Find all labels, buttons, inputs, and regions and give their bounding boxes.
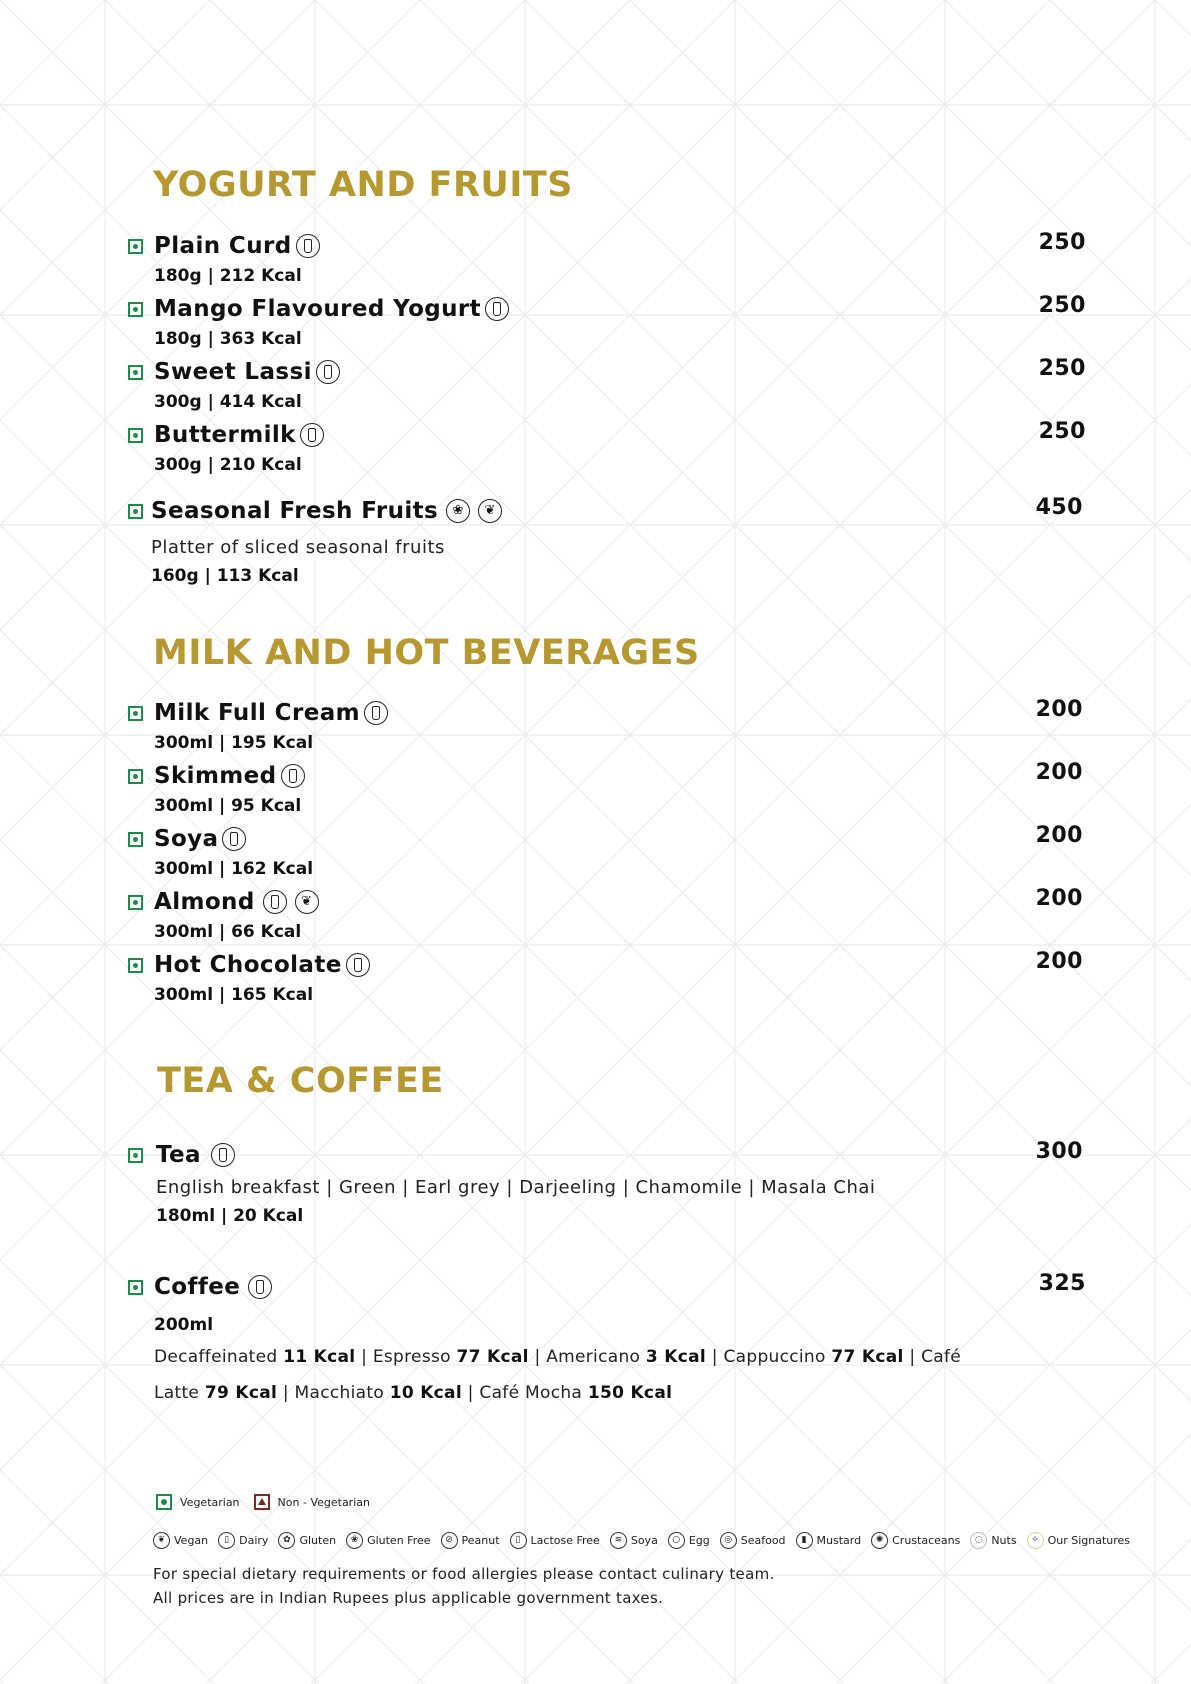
signature-icon: ✧ <box>1027 1532 1044 1549</box>
item-price: 200 <box>1035 760 1083 785</box>
coffee-variants-line-1: Decaffeinated 11 Kcal | Espresso 77 Kcal | Americano 3 Kcal | Cappuccino 77 Kcal | Café <box>154 1347 962 1367</box>
item-detail: 180ml | 20 Kcal <box>156 1206 304 1226</box>
gluten-free-icon: ❀ <box>346 1532 363 1549</box>
item-name: Soya <box>154 826 219 852</box>
lactose-free-icon: ▯ <box>510 1532 527 1549</box>
item-detail: 160g | 113 Kcal <box>151 566 299 586</box>
gluten-free-icon <box>446 499 470 523</box>
legend-item: Dairy <box>239 1534 269 1547</box>
legend-item: Crustaceans <box>892 1534 961 1547</box>
veg-icon <box>128 706 143 721</box>
item-detail: 300ml | 195 Kcal <box>154 733 314 753</box>
menu-item-hot-chocolate <box>126 947 1086 1005</box>
legend-item: Gluten Free <box>367 1534 431 1547</box>
item-name: Mango Flavoured Yogurt <box>154 296 482 322</box>
dairy-icon <box>222 827 246 851</box>
item-name: Milk Full Cream <box>154 700 360 726</box>
menu-item-soya <box>126 821 1086 879</box>
menu-item-sweet-lassi <box>126 354 1086 412</box>
veg-icon <box>128 428 143 443</box>
egg-icon: ○ <box>668 1532 685 1549</box>
peanut-icon: ⊘ <box>441 1532 458 1549</box>
veg-icon <box>128 895 143 910</box>
item-price: 250 <box>1038 419 1086 444</box>
item-price: 300 <box>1035 1139 1083 1164</box>
menu-item-skimmed <box>126 758 1086 816</box>
item-detail: 200ml <box>154 1315 214 1335</box>
veg-icon <box>128 832 143 847</box>
item-name: Sweet Lassi <box>154 359 312 385</box>
veg-icon <box>128 504 143 519</box>
soya-icon: ≋ <box>610 1532 627 1549</box>
prices-note: All prices are in Indian Rupees plus applicable government taxes. <box>153 1589 664 1607</box>
legend-item: Seafood <box>740 1534 786 1547</box>
item-name: Almond <box>154 889 255 915</box>
dairy-icon <box>211 1143 235 1167</box>
item-detail: 300ml | 66 Kcal <box>154 922 302 942</box>
item-price: 200 <box>1035 949 1083 974</box>
item-price: 450 <box>1035 495 1083 520</box>
dairy-icon <box>281 764 305 788</box>
dietary-note: For special dietary requirements or food allergies please contact culinary team. <box>153 1565 775 1583</box>
legend-item: Egg <box>688 1534 710 1547</box>
veg-icon <box>128 1148 143 1163</box>
legend-vegetarian: Vegetarian <box>180 1495 240 1509</box>
legend-item: Lactose Free <box>530 1534 600 1547</box>
menu-item-tea <box>126 1137 1086 1226</box>
item-name: Coffee <box>154 1274 241 1300</box>
item-name: Plain Curd <box>154 233 292 259</box>
item-name: Seasonal Fresh Fruits <box>151 498 439 524</box>
vegan-icon: ❦ <box>153 1532 170 1549</box>
vegan-icon <box>295 890 319 914</box>
item-price: 200 <box>1035 697 1083 722</box>
veg-icon <box>128 365 143 380</box>
legend-item: Nuts <box>991 1534 1017 1547</box>
diet-legend <box>156 1494 370 1510</box>
item-detail: 300ml | 165 Kcal <box>154 985 314 1005</box>
veg-icon <box>128 769 143 784</box>
item-price: 325 <box>1038 1271 1086 1296</box>
legend-item: Soya <box>630 1534 658 1547</box>
item-detail: 180g | 363 Kcal <box>154 329 302 349</box>
item-price: 250 <box>1038 356 1086 381</box>
item-detail: 300g | 210 Kcal <box>154 455 302 475</box>
item-price: 200 <box>1035 823 1083 848</box>
menu-item-coffee <box>126 1269 1086 1403</box>
legend-item: Peanut <box>461 1534 500 1547</box>
gluten-icon: ✿ <box>278 1532 295 1549</box>
menu-item-milk-full-cream <box>126 695 1086 753</box>
seafood-icon: ◎ <box>720 1532 737 1549</box>
legend-item: Mustard <box>816 1534 862 1547</box>
item-name: Buttermilk <box>154 422 296 448</box>
item-name: Hot Chocolate <box>154 952 342 978</box>
dairy-icon <box>296 234 320 258</box>
menu-item-buttermilk <box>126 417 1086 475</box>
veg-icon <box>128 239 143 254</box>
dairy-icon <box>364 701 388 725</box>
crustaceans-icon: ✺ <box>871 1532 888 1549</box>
legend-non-vegetarian: Non - Vegetarian <box>277 1495 370 1509</box>
item-name: Skimmed <box>154 763 277 789</box>
dairy-icon <box>300 423 324 447</box>
veg-icon <box>128 958 143 973</box>
coffee-variants-line-2: Latte 79 Kcal | Macchiato 10 Kcal | Café Mocha 150 Kcal <box>154 1383 673 1403</box>
item-detail: 300ml | 162 Kcal <box>154 859 314 879</box>
menu-item-almond <box>126 884 1086 942</box>
section-title-tea-coffee: TEA & COFFEE <box>157 1061 444 1101</box>
veg-icon <box>128 1280 143 1295</box>
vegan-icon <box>478 499 502 523</box>
item-detail: 300ml | 95 Kcal <box>154 796 302 816</box>
item-price: 200 <box>1035 886 1083 911</box>
dairy-icon <box>346 953 370 977</box>
menu-item-plain-curd <box>126 228 1086 286</box>
mustard-icon: ▮ <box>796 1532 813 1549</box>
non-veg-icon <box>254 1494 270 1510</box>
menu-item-seasonal-fruits <box>126 493 1086 586</box>
dairy-icon <box>485 297 509 321</box>
section-title-milk: MILK AND HOT BEVERAGES <box>153 633 700 673</box>
veg-icon <box>128 302 143 317</box>
nuts-icon: ◌ <box>970 1532 987 1549</box>
allergen-legend <box>143 1532 1130 1549</box>
item-detail: 300g | 414 Kcal <box>154 392 302 412</box>
veg-icon <box>156 1494 172 1510</box>
item-description: Platter of sliced seasonal fruits <box>151 537 445 558</box>
dairy-icon <box>263 890 287 914</box>
legend-item: Vegan <box>174 1534 209 1547</box>
item-price: 250 <box>1038 293 1086 318</box>
legend-item: Our Signatures <box>1047 1534 1131 1547</box>
item-name: Tea <box>156 1142 201 1168</box>
dairy-icon <box>316 360 340 384</box>
item-detail: 180g | 212 Kcal <box>154 266 302 286</box>
item-description: English breakfast | Green | Earl grey | Darjeeling | Chamomile | Masala Chai <box>156 1177 876 1198</box>
item-price: 250 <box>1038 230 1086 255</box>
section-title-yogurt: YOGURT AND FRUITS <box>153 165 573 205</box>
dairy-icon <box>248 1275 272 1299</box>
legend-item: Gluten <box>299 1534 337 1547</box>
dairy-icon: ▯ <box>218 1532 235 1549</box>
menu-item-mango-yogurt <box>126 291 1086 349</box>
